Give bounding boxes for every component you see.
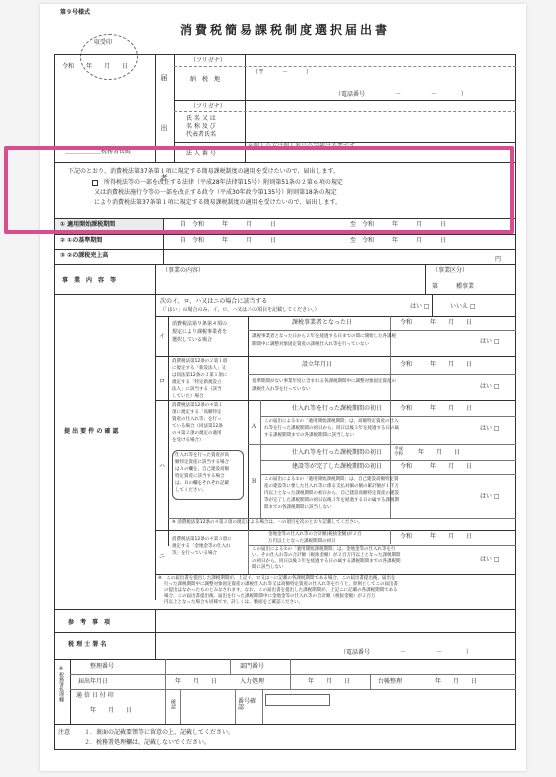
item-ha-inner-2: 額特定資産に該当する場合: [175, 460, 229, 465]
item-ha-mark: ハ: [159, 463, 166, 470]
office-date1: 年 月 日: [175, 678, 218, 685]
postal-code-field[interactable]: （〒 － ）: [252, 69, 313, 76]
item-ha-inner-6: してください。: [175, 488, 207, 493]
item-ro-text-4: 規定する「特定新規設立: [172, 380, 222, 385]
item-ro-q1: 設立年月日: [302, 361, 333, 368]
item-ni-mark: ニ: [159, 553, 166, 560]
requirements-label: 提 出 要 件 の 確 認: [64, 428, 119, 435]
item-ha-qa2: この届出による①の「適用開始課税期間」は、高額特定資産の仕入: [264, 419, 399, 424]
item-ha-era: 平成 令和: [394, 447, 403, 458]
office-seiri: 整理番号: [90, 663, 115, 670]
item-ro-mark: ロ: [159, 378, 166, 385]
item-ni-q2-b: い、その仕入れ等の合計額（税抜金額）が２百万円以上となった課税期間: [252, 553, 401, 558]
item-ha-inner-5: は、Ｂの欄をそれぞれ記載: [175, 481, 229, 486]
item-i-text-2: 規定により課税事業者を: [172, 329, 228, 335]
item-i-q2: 課税事業者となった日から２年を経過する日までの間に開始した各課税: [252, 334, 396, 339]
statement-main: 下記のとおり、消費税法第37条第１項に規定する簡易課税制度の適用を受けたいので、届出します。: [68, 168, 340, 175]
item-ni-text-3: 等」を行っている場合: [172, 551, 217, 556]
office-kakunin: 確認: [170, 699, 176, 709]
item-ha-text-5: の４第２項の規定の適用: [172, 431, 222, 436]
requirements-note-e: 円以上となった場合も同様です。詳しくは、裏面をご確認ください。: [164, 600, 304, 605]
office-id-boxes: [265, 694, 330, 706]
name-label: 氏 名 又 は: [186, 115, 216, 122]
office-bango: 番号確認: [238, 698, 257, 711]
item-ni-q1-b: 万円以上となった課税期間の初日: [268, 539, 336, 544]
business-class-field[interactable]: 第 種事業: [432, 283, 475, 290]
item-ha-date-b[interactable]: 年 月 日: [418, 449, 461, 456]
item-i-q1: 課税事業者となった日: [292, 319, 353, 326]
requirements-yes[interactable]: はい □: [410, 303, 430, 310]
item-ro-yes[interactable]: はい □: [480, 383, 500, 390]
item-ha-qb3-d: 等が完了した課税期間の初日以後３年を経過する日の属する課税期: [264, 498, 399, 503]
business-label: 事 業 内 容 等: [62, 277, 117, 284]
item-ni-yes[interactable]: はい □: [480, 556, 500, 563]
form-number: 第９号様式: [60, 9, 91, 16]
item-ro-text-6: していた）場合: [172, 394, 204, 399]
corp-number-label: 法 人 番 号: [186, 150, 216, 157]
statement-alt-2: 又は消費税法施行令等の一部を改正する政令（平成30年政令第135号）附則第18条の規定: [94, 189, 337, 196]
item-ha-date-b2[interactable]: 令和 年 月 日: [400, 463, 473, 470]
corp-number-note: ※個人の方は個人番号の記載は不要です。: [248, 143, 361, 150]
requirements-note-c: の提出はなかったものとみなされます。なお、この届出書を提出した課税期間が、上記ニに記載の各課税期間である: [164, 588, 398, 593]
office-todoke: 届出年月日: [78, 678, 109, 685]
row-sales-label: ③ ②の課税売上高: [60, 252, 109, 259]
item-ni-q2-d: 間に該当しない: [252, 565, 284, 570]
item-ro-text-5: 法人」に該当する（該当: [172, 387, 222, 392]
item-ni-text-2: 規定する「金地金等の仕入れ: [172, 544, 231, 549]
tax-office[interactable]: ＿＿＿＿＿＿税務署長殿: [65, 148, 132, 155]
accountant-phone[interactable]: （電話番号 － － ）: [340, 649, 473, 656]
item-ha-text-3: 資産の仕入れ等」を行っ: [172, 417, 222, 422]
item-ha-yes-b[interactable]: はい □: [480, 493, 500, 500]
row-base-period-from[interactable]: 自 令和 年 月 日: [180, 237, 277, 244]
requirements-no[interactable]: いいえ □: [450, 303, 476, 310]
item-ha-inner-1: 仕入れ等を行った資産が高: [175, 453, 229, 458]
business-class-label: （事業区分）: [432, 267, 469, 274]
item-ha-text: 消費税法第12条の４第１: [172, 403, 223, 408]
item-ha-qb3: この届出による①の「適用開始課税期間」は、自己建設高額特定資: [264, 477, 399, 482]
item-ro-date[interactable]: 令和 年 月 日: [400, 361, 473, 368]
business-content-field[interactable]: （事業の内容）: [162, 267, 205, 274]
reference-label: 参 考 事 項: [68, 619, 111, 626]
office-daicho: 台帳整理: [378, 678, 403, 685]
row-start-period-to[interactable]: 至 令和 年 月 日: [350, 221, 447, 228]
stamp-label: 収受印: [94, 39, 113, 46]
office-use-label: ※税務署処理欄: [58, 666, 64, 702]
item-ha-date-a[interactable]: 令和 年 月 日: [400, 405, 473, 412]
note-1: １．裏面の記載要領等に留意の上、記載してください。: [84, 729, 235, 736]
office-date4: 年 月 日: [90, 707, 133, 714]
item-i-mark: イ: [159, 333, 166, 340]
item-ro-text: 消費税法第12条の２第１項: [172, 359, 228, 364]
row-start-period-from[interactable]: 自 令和 年 月 日: [180, 221, 277, 228]
note-2: ２．税務署処理欄は、記載しないでください。: [84, 739, 211, 746]
item-i-text: 消費税法第９条第４項の: [172, 321, 228, 327]
tax-place-label: 納 税 地: [190, 76, 221, 83]
office-tsushin: 通 信 日 付 印: [76, 692, 114, 699]
item-ha-qa1: 仕入れ等を行った課税期間の初日: [292, 405, 383, 412]
item-ro-q2: 基準期間がない事業年度に含まれる各課税期間中に調整対象固定資産の: [252, 379, 396, 384]
item-ni-date[interactable]: 令和 年 月 日: [400, 533, 473, 540]
item-ro-text-3: は同法第12条の３第１項に: [172, 373, 228, 378]
item-ha-qa2-c: する課税期間までの各課税期間に該当しない: [264, 433, 354, 438]
requirements-note-b: 行った課税期間中に調整対象固定資産の課税仕入れ等又は高額特定資産の仕入れ等を行うと、原則としてこの届出書: [164, 582, 398, 587]
item-i-yes[interactable]: はい □: [480, 338, 500, 345]
requirements-note: ※ この届出書を提出した課税期間が、上記イ、ロ又はハに記載の各課税期間である場合、この届出書提出後、届出を: [158, 576, 396, 581]
item-ni-q2-c: の初日から、同日以後３年を経過する日の属する課税期間までの各課税期: [252, 559, 401, 564]
form-paper: [40, 4, 526, 771]
item-ha-yes-a[interactable]: はい □: [480, 425, 500, 432]
applicant-side-label: 届 出 者: [160, 74, 168, 199]
office-date2: 年 月 日: [308, 678, 351, 685]
item-i-date[interactable]: 令和 年 月 日: [400, 319, 473, 326]
item-ha-note: ※ 消費税法第12条の４第２項の規定による場合は、ハの項目を次のとおり記載してください。: [172, 520, 363, 525]
name-label-2: 名 称 及 び: [186, 123, 216, 130]
phone-field[interactable]: （電話番号 － － ）: [335, 91, 468, 98]
item-i-text-3: 選択している場合: [172, 337, 213, 343]
requirements-intro-2: （「はい」の場合のみ、イ、ロ、ハ又はニの項目を記載してください。）: [160, 307, 320, 313]
name-label-3: 代表者氏名: [186, 131, 217, 138]
office-date3: 年 月 日: [435, 678, 478, 685]
office-bumon: 部門番号: [240, 663, 265, 670]
item-ha-inner-4: 特定資産に該当する場合: [175, 474, 225, 479]
item-ha-qb3-c: 円以上となった課税期間の初日から、自己建設高額特定資産の建設: [264, 491, 399, 496]
date-line[interactable]: 令和 年 月 日: [62, 63, 129, 70]
office-nyuryoku: 入力処理: [240, 678, 265, 685]
item-ha-qb3-e: 間までの各課税期間に該当しない: [264, 505, 332, 510]
item-ha-b: Ｂ: [251, 478, 258, 485]
notes-head: 注意: [58, 729, 71, 736]
row-base-period-to[interactable]: 至 令和 年 月 日: [350, 237, 447, 244]
item-ni-q1: 金地金等の仕入れ等の合計額(税抜金額)が２百: [268, 532, 362, 537]
furigana-label-2: （フリガナ）: [190, 103, 226, 110]
item-ha-qb3-b: 産の建設等に要した仕入れ等に係る支払対価の額の累計額が１千万: [264, 484, 399, 489]
item-ha-text-2: 項に規定する「高額特定: [172, 410, 222, 415]
row-sales-unit: 円: [495, 256, 502, 263]
requirements-note-d: 場合、この届出書提出後、届出を行った課税期間中に金地金等の仕入れ等の合計額（税抜金額）が２百万: [164, 594, 376, 599]
row-start-period-label: ① 適用開始課税期間: [60, 221, 116, 228]
item-ni-q2: この届出による①の「適用開始課税期間」は、金地金等の仕入れ等を行: [252, 547, 396, 552]
item-i-q2-b: 期間中に調整対象固定資産の課税仕入れ等を行っていない: [252, 342, 369, 347]
accountant-label: 税 理 士 署 名: [68, 641, 107, 648]
requirements-intro: 次のイ、ロ、ハ又はニの場合に該当する: [160, 298, 268, 305]
item-ha-text-6: を受ける場合）: [172, 438, 204, 443]
item-ha-a: Ａ: [251, 423, 258, 430]
item-ha-qa2-b: れ等を行った課税期間の初日から、同日以後３年を経過する日の属: [264, 426, 399, 431]
item-ro-q2-b: 課税仕入れ等を行っていない: [252, 387, 311, 392]
item-ha-qb2: 建設等が完了した課税期間の初日: [292, 463, 383, 470]
highlight-box: [4, 143, 514, 234]
form-title: 消費税簡易課税制度選択届出書: [180, 23, 391, 37]
item-ni-text: 消費税法第12条の４第３項に: [172, 537, 232, 542]
item-ha-text-4: ている場合（同法第12条: [172, 424, 223, 429]
statement-alt-3: により消費税法第37条第１項に規定する簡易課税制度の適用を受けたいので、届出します。: [94, 199, 342, 206]
statement-alt-1: 所得税法等の一部を改正する法律（平成28年法律第15号）附則第51条の２第６項の規定: [104, 179, 343, 186]
row-base-period-label: ② ①の基準期間: [60, 237, 103, 244]
item-ha-qb1: 仕入れ等を行った課税期間の初日: [292, 449, 383, 456]
item-ro-text-2: に規定する「新設法人」又: [172, 366, 226, 371]
item-ha-inner-3: はＡの欄を、自己建設高額: [175, 467, 229, 472]
furigana-label: （フリガナ）: [190, 57, 226, 64]
